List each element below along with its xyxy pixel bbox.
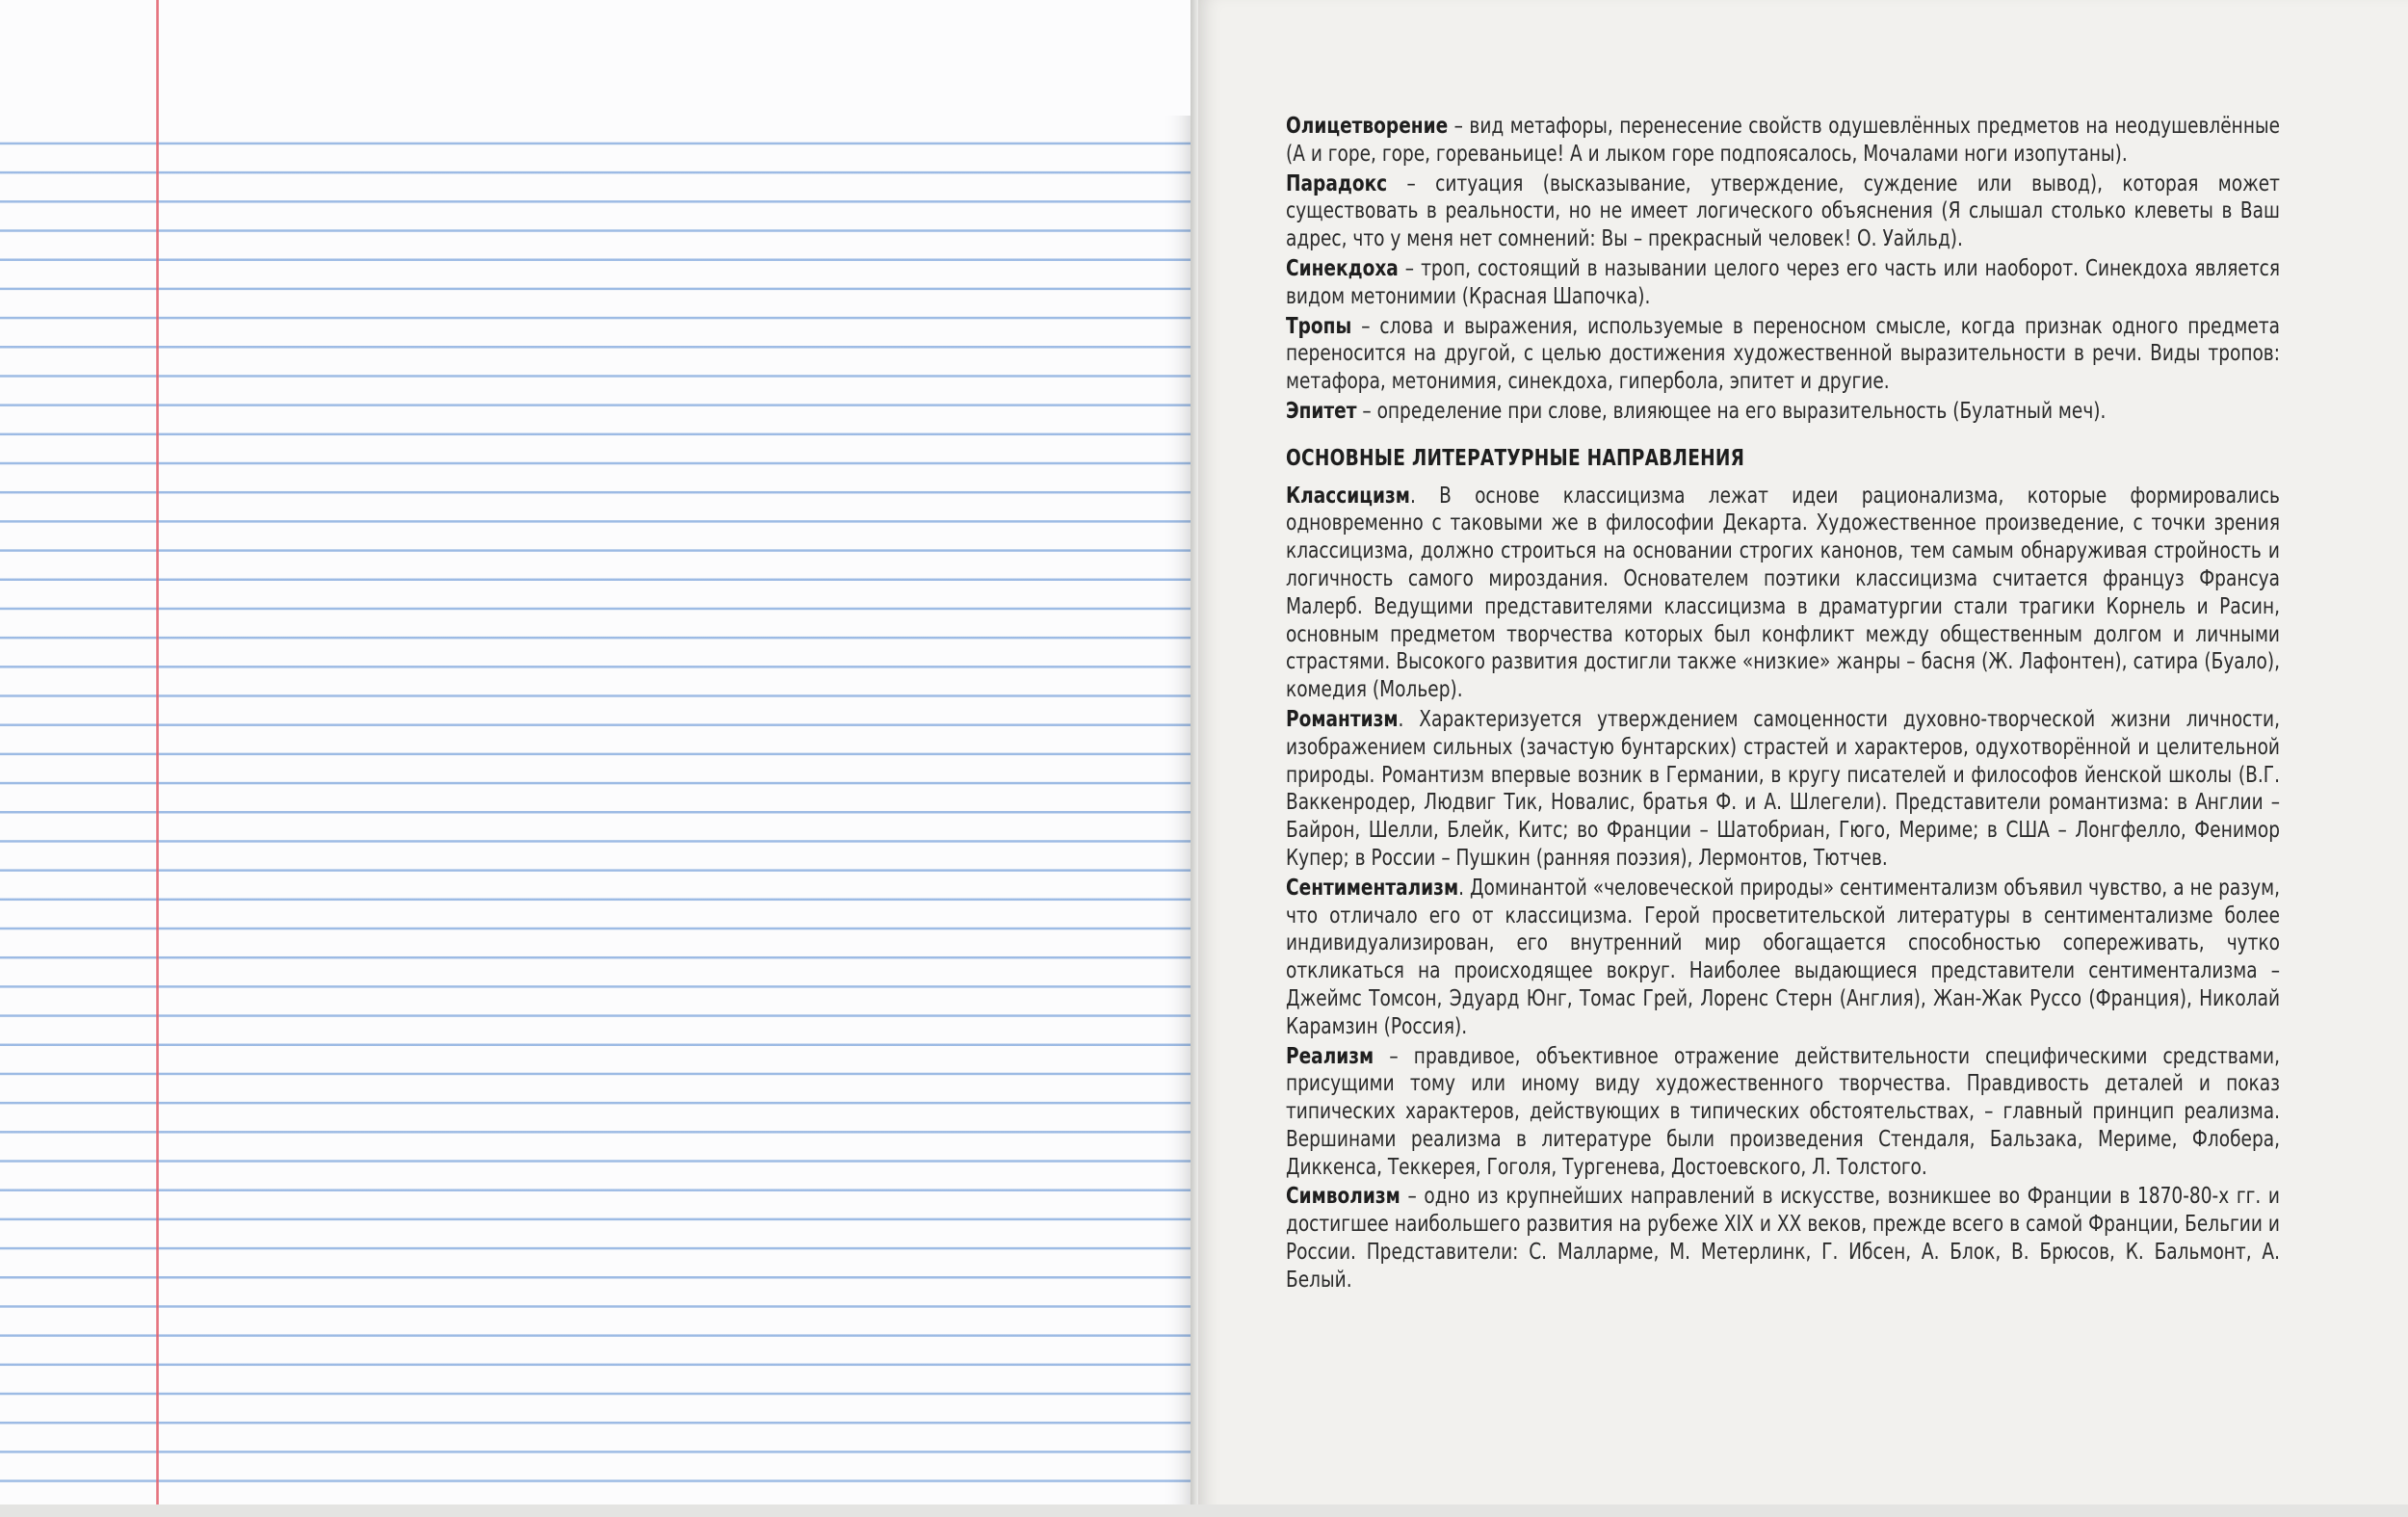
- printed-reference-page: [1198, 0, 2408, 1517]
- section-heading: ОСНОВНЫЕ ЛИТЕРАТУРНЫЕ НАПРАВЛЕНИЯ: [1286, 444, 1745, 471]
- term-definition: – ситуация (высказывание, утверждение, суждение или вывод), которая может существовать в реальности, но не имеет логического объяснения (Я слышал столько клеветы в Ваш адрес, что у меня нет сомнений: Вы – прекрасный человек! О. Уайльд).: [1286, 170, 2280, 252]
- entry-realism: [1286, 1043, 2280, 1182]
- page-bottom-edge: [0, 1504, 2408, 1517]
- term-label: Синекдоха: [1286, 254, 1399, 281]
- term-definition: – одно из крупнейших направлений в искусстве, возникшее во Франции в 1870-80-х гг. и достигшее наибольшего развития на рубеже XIX и XX веков, прежде всего в самой Франции, Бельгии и России. Представители: С. Малларме, М. Метерлинк, Г. Ибсен, А. Блок, В. Брюсов, К. Бальмонт, А. Белый.: [1286, 1183, 2280, 1293]
- term-definition: – определение при слове, влияющее на его выразительность (Булатный меч).: [1356, 397, 2107, 424]
- term-label: Символизм: [1286, 1183, 1400, 1210]
- entry-synecdoche: [1286, 255, 2280, 311]
- term-label: Парадокс: [1286, 170, 1388, 196]
- entry-sentimentalism: [1286, 875, 2280, 1041]
- term-label: Тропы: [1286, 312, 1352, 339]
- entry-paradox: [1286, 170, 2280, 253]
- entry-personification: [1286, 113, 2280, 169]
- entry-tropes: [1286, 313, 2280, 396]
- lined-notebook-page: [0, 0, 1194, 1517]
- term-definition: – троп, состоящий в назывании целого через его часть или наоборот. Синекдоха является видом метонимии (Красная Шапочка).: [1286, 254, 2280, 309]
- entry-epithet: [1286, 398, 2280, 426]
- term-label: Сентиментализм: [1286, 874, 1459, 901]
- term-definition: . В основе классицизма лежат идеи рационализма, которые формировались одновременно с таковыми же в философии Декарта. Художественное произведение, с точки зрения классицизма, должно строиться на основании строгих канонов, тем самым обнаруживая стройность и логичность самого мироздания. Основателем поэтики классицизма считается француз Франсуа Малерб. Ведущими представителями классицизма в драматургии стали трагики Корнель и Расин, основным предметом творчества которых был конфликт между общественным долгом и личными страстями. Высокого развития достигли также «низкие» жанры – басня (Ж. Лафонтен), сатира (Буало), комедия (Мольер).: [1286, 482, 2280, 703]
- term-definition: – правдивое, объективное отражение действительности специфическими средствами, присущими тому или иному виду художественного творчества. Правдивость деталей и показ типических характеров, действующих в типических обстоятельствах, – главный принцип реализма. Вершинами реализма в литературе были произведения Стендаля, Бальзака, Мериме, Флобера, Диккенса, Теккерея, Гоголя, Тургенева, Достоевского, Л. Толстого.: [1286, 1042, 2280, 1180]
- entry-symbolism: [1286, 1183, 2280, 1294]
- term-label: Реализм: [1286, 1042, 1374, 1069]
- entry-romanticism: [1286, 706, 2280, 873]
- term-label: Классицизм: [1286, 482, 1410, 509]
- term-definition: . Характеризуется утверждением самоценности духовно-творческой жизни личности, изображением сильных (зачастую бунтарских) страстей и характеров, одухотворённой и целительной природы. Романтизм впервые возник в Германии, в кругу писателей и философов йенской школы (В.Г. Ваккенродер, Людвиг Тик, Новалис, братья Ф. и А. Шлегели). Представители романтизма: в Англии – Байрон, Шелли, Блейк, Китс; во Франции – Шатобриан, Гюго, Мериме; в США – Лонгфелло, Фенимор Купер; в России – Пушкин (ранняя поэзия), Лермонтов, Тютчев.: [1286, 705, 2280, 871]
- reference-text: [1286, 113, 2280, 1296]
- term-label: Романтизм: [1286, 705, 1399, 732]
- term-definition: . Доминантой «человеческой природы» сентиментализм объявил чувство, а не разум, что отличало его от классицизма. Герой просветительской литературы в сентиментализме более индивидуализирован, его внутренний мир обогащается способностью сопереживать, чутко откликаться на происходящее вокруг. Наиболее выдающиеся представители сентиментализма – Джеймс Томсон, Эдуард Юнг, Томас Грей, Лоренс Стерн (Англия), Жан-Жак Руссо (Франция), Николай Карамзин (Россия).: [1286, 874, 2280, 1039]
- term-label: Эпитет: [1286, 397, 1357, 424]
- red-margin-line: [156, 0, 159, 1517]
- notebook-spine: [1191, 0, 1198, 1517]
- term-definition: – слова и выражения, используемые в переносном смысле, когда признак одного предмета переносится на другой, с целью достижения художественной выразительности в речи. Виды тропов: метафора, метонимия, синекдоха, гипербола, эпитет и другие.: [1286, 312, 2280, 395]
- entry-classicism: [1286, 483, 2280, 704]
- term-label: Олицетворение: [1286, 113, 1449, 139]
- term-definition: – вид метафоры, перенесение свойств одушевлённых предметов на неодушевлённые (А и горе, горе, гореваньице! А и лыком горе подпоясалось, Мочалами ноги изопутаны).: [1286, 113, 2280, 167]
